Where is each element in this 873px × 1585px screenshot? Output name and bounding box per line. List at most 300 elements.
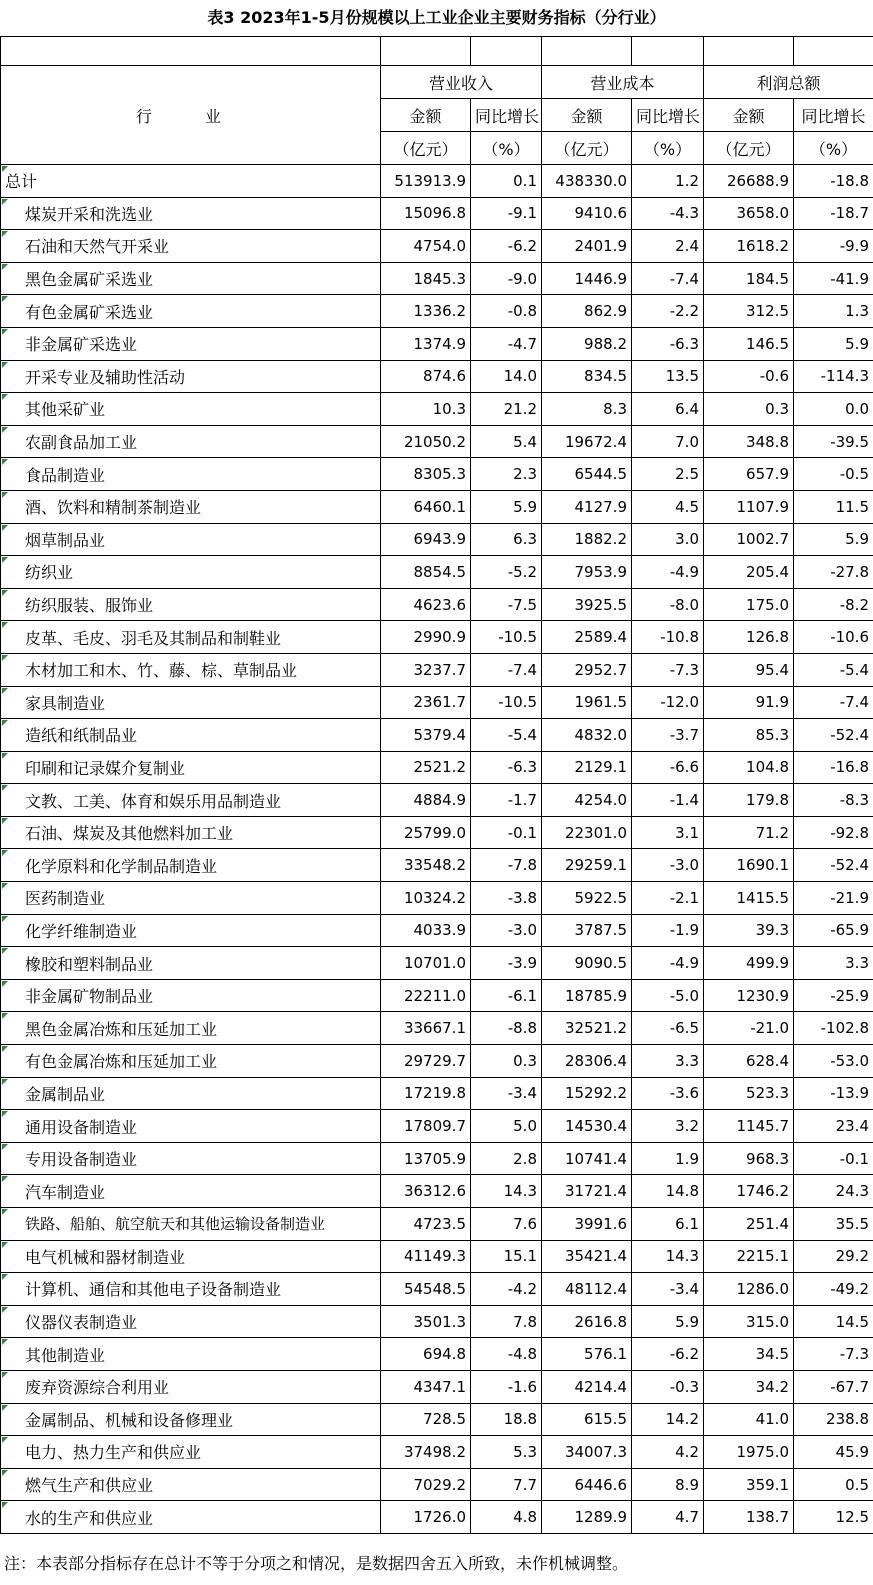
revenue-amount: 4033.9 — [381, 914, 471, 947]
table-row — [1, 1012, 873, 1045]
revenue-amount: 8854.5 — [381, 556, 471, 589]
profit-growth: -92.8 — [794, 816, 873, 849]
revenue-amount: 1374.9 — [381, 327, 471, 360]
industry-name: 有色金属矿采选业 — [1, 295, 381, 328]
cost-amount: 1446.9 — [542, 262, 632, 295]
revenue-growth: 2.3 — [471, 458, 542, 491]
growth-header: 同比增长 — [471, 99, 542, 132]
cost-amount: 988.2 — [542, 327, 632, 360]
profit-amount: 312.5 — [704, 295, 794, 328]
profit-amount: 348.8 — [704, 425, 794, 458]
cost-amount: 9090.5 — [542, 947, 632, 980]
revenue-growth: -7.4 — [471, 653, 542, 686]
cost-amount: 29259.1 — [542, 849, 632, 882]
profit-amount: 85.3 — [704, 719, 794, 752]
profit-growth: 23.4 — [794, 1110, 873, 1143]
total-row — [1, 165, 873, 198]
profit-amount: 175.0 — [704, 588, 794, 621]
profit-growth: -21.9 — [794, 882, 873, 915]
cost-growth: -3.6 — [632, 1077, 704, 1110]
profit-growth: -7.3 — [794, 1338, 873, 1371]
cost-growth: -6.3 — [632, 327, 704, 360]
cost-growth: 3.0 — [632, 523, 704, 556]
industry-name: 废弃资源综合利用业 — [1, 1370, 381, 1403]
revenue-growth: -7.8 — [471, 849, 542, 882]
industry-name: 文教、工美、体育和娱乐用品制造业 — [1, 784, 381, 817]
profit-amount: 499.9 — [704, 947, 794, 980]
revenue-growth: -6.1 — [471, 979, 542, 1012]
industry-name: 食品制造业 — [1, 458, 381, 491]
industry-name: 仪器仪表制造业 — [1, 1305, 381, 1338]
revenue-growth: -3.4 — [471, 1077, 542, 1110]
revenue-amount: 8305.3 — [381, 458, 471, 491]
profit-amount: 523.3 — [704, 1077, 794, 1110]
profit-growth: -5.4 — [794, 653, 873, 686]
cost-amount: 5922.5 — [542, 882, 632, 915]
industry-name: 其他采矿业 — [1, 393, 381, 426]
table-row — [1, 1403, 873, 1436]
revenue-amount: 13705.9 — [381, 1142, 471, 1175]
industry-name: 煤炭开采和洗选业 — [1, 197, 381, 230]
revenue-growth: -0.1 — [471, 816, 542, 849]
table-row — [1, 295, 873, 328]
profit-growth: -13.9 — [794, 1077, 873, 1110]
revenue-amount: 4347.1 — [381, 1370, 471, 1403]
profit-growth: -10.6 — [794, 621, 873, 654]
cost-growth: -12.0 — [632, 686, 704, 719]
revenue-growth: 15.1 — [471, 1240, 542, 1273]
revenue-growth: -4.7 — [471, 327, 542, 360]
cost-amount: 2589.4 — [542, 621, 632, 654]
table-row — [1, 1436, 873, 1469]
cost-growth: 2.4 — [632, 230, 704, 263]
table-row — [1, 588, 873, 621]
profit-amount: -21.0 — [704, 1012, 794, 1045]
revenue-amount: 10324.2 — [381, 882, 471, 915]
table-row — [1, 914, 873, 947]
profit-growth: -7.4 — [794, 686, 873, 719]
profit-growth: 11.5 — [794, 490, 873, 523]
cost-growth: -4.3 — [632, 197, 704, 230]
profit-growth: -18.8 — [794, 165, 873, 198]
revenue-growth: -0.8 — [471, 295, 542, 328]
table-row — [1, 686, 873, 719]
profit-growth: 14.5 — [794, 1305, 873, 1338]
cost-growth: 6.4 — [632, 393, 704, 426]
revenue-amount: 25799.0 — [381, 816, 471, 849]
cost-growth: -7.4 — [632, 262, 704, 295]
industry-name: 木材加工和木、竹、藤、棕、草制品业 — [1, 653, 381, 686]
industry-name: 通用设备制造业 — [1, 1110, 381, 1143]
profit-amount: 1618.2 — [704, 230, 794, 263]
cost-amount: 3991.6 — [542, 1208, 632, 1241]
revenue-amount: 1845.3 — [381, 262, 471, 295]
revenue-amount: 29729.7 — [381, 1045, 471, 1078]
revenue-amount: 3501.3 — [381, 1305, 471, 1338]
profit-amount: 2215.1 — [704, 1240, 794, 1273]
cost-growth: 2.5 — [632, 458, 704, 491]
profit-growth: -16.8 — [794, 751, 873, 784]
industry-name: 计算机、通信和其他电子设备制造业 — [1, 1273, 381, 1306]
profit-growth: -8.2 — [794, 588, 873, 621]
table-row — [1, 523, 873, 556]
profit-growth: 24.3 — [794, 1175, 873, 1208]
table-title: 表3 2023年1-5月份规模以上工业企业主要财务指标（分行业） — [207, 8, 666, 27]
cost-growth: -5.0 — [632, 979, 704, 1012]
revenue-growth: -9.1 — [471, 197, 542, 230]
profit-growth: 1.3 — [794, 295, 873, 328]
cost-amount: 34007.3 — [542, 1436, 632, 1469]
profit-growth: -52.4 — [794, 719, 873, 752]
revenue-amount: 6943.9 — [381, 523, 471, 556]
cost-growth: 1.2 — [632, 165, 704, 198]
table-row — [1, 1468, 873, 1501]
profit-amount: 1230.9 — [704, 979, 794, 1012]
cost-amount: 1882.2 — [542, 523, 632, 556]
table-row — [1, 882, 873, 915]
revenue-growth: 18.8 — [471, 1403, 542, 1436]
revenue-growth: -4.2 — [471, 1273, 542, 1306]
cost-amount: 19672.4 — [542, 425, 632, 458]
revenue-growth: -1.6 — [471, 1370, 542, 1403]
profit-growth: -41.9 — [794, 262, 873, 295]
table-row — [1, 1338, 873, 1371]
revenue-amount: 1336.2 — [381, 295, 471, 328]
revenue-amount: 694.8 — [381, 1338, 471, 1371]
cost-growth: 3.3 — [632, 1045, 704, 1078]
industry-name: 石油、煤炭及其他燃料加工业 — [1, 816, 381, 849]
profit-growth: -18.7 — [794, 197, 873, 230]
cost-amount: 18785.9 — [542, 979, 632, 1012]
table-row — [1, 458, 873, 491]
profit-amount: 41.0 — [704, 1403, 794, 1436]
cost-growth: -3.4 — [632, 1273, 704, 1306]
cost-amount: 576.1 — [542, 1338, 632, 1371]
cost-growth: 3.1 — [632, 816, 704, 849]
profit-amount: 628.4 — [704, 1045, 794, 1078]
table-row — [1, 849, 873, 882]
profit-growth: 5.9 — [794, 523, 873, 556]
profit-amount: 1145.7 — [704, 1110, 794, 1143]
revenue-amount: 41149.3 — [381, 1240, 471, 1273]
revenue-amount: 5379.4 — [381, 719, 471, 752]
cost-growth: -7.3 — [632, 653, 704, 686]
revenue-growth: 7.8 — [471, 1305, 542, 1338]
revenue-growth: 14.3 — [471, 1175, 542, 1208]
profit-amount: 315.0 — [704, 1305, 794, 1338]
header-group-row — [1, 66, 873, 99]
industry-name: 黑色金属冶炼和压延加工业 — [1, 1012, 381, 1045]
cost-amount: 4832.0 — [542, 719, 632, 752]
cost-growth: -6.5 — [632, 1012, 704, 1045]
cost-growth: -8.0 — [632, 588, 704, 621]
profit-growth: 0.0 — [794, 393, 873, 426]
cost-growth: 14.2 — [632, 1403, 704, 1436]
profit-growth: -25.9 — [794, 979, 873, 1012]
revenue-amount: 33667.1 — [381, 1012, 471, 1045]
industry-name: 纺织服装、服饰业 — [1, 588, 381, 621]
profit-growth: -27.8 — [794, 556, 873, 589]
industry-name: 纺织业 — [1, 556, 381, 589]
cost-amount: 2952.7 — [542, 653, 632, 686]
cost-amount: 22301.0 — [542, 816, 632, 849]
revenue-amount: 4723.5 — [381, 1208, 471, 1241]
cost-amount: 2616.8 — [542, 1305, 632, 1338]
table-row — [1, 816, 873, 849]
profit-amount: 26688.9 — [704, 165, 794, 198]
cost-growth: -1.9 — [632, 914, 704, 947]
revenue-amount: 4623.6 — [381, 588, 471, 621]
financial-indicators-table — [0, 36, 873, 1534]
industry-name: 造纸和纸制品业 — [1, 719, 381, 752]
profit-amount: 968.3 — [704, 1142, 794, 1175]
revenue-amount: 54548.5 — [381, 1273, 471, 1306]
profit-growth: 12.5 — [794, 1501, 873, 1534]
revenue-amount: 874.6 — [381, 360, 471, 393]
profit-growth: -39.5 — [794, 425, 873, 458]
growth-unit: （%） — [632, 132, 704, 165]
profit-growth: 3.3 — [794, 947, 873, 980]
cost-amount: 48112.4 — [542, 1273, 632, 1306]
revenue-amount: 21050.2 — [381, 425, 471, 458]
table-row — [1, 1175, 873, 1208]
profit-amount: 1690.1 — [704, 849, 794, 882]
table-row — [1, 1305, 873, 1338]
profit-amount: 179.8 — [704, 784, 794, 817]
profit-amount: 104.8 — [704, 751, 794, 784]
profit-amount: 1415.5 — [704, 882, 794, 915]
profit-amount: 126.8 — [704, 621, 794, 654]
revenue-amount: 22211.0 — [381, 979, 471, 1012]
cost-amount: 6544.5 — [542, 458, 632, 491]
revenue-amount: 2990.9 — [381, 621, 471, 654]
table-row — [1, 653, 873, 686]
revenue-growth: 5.3 — [471, 1436, 542, 1469]
profit-amount: 1107.9 — [704, 490, 794, 523]
industry-name: 皮革、毛皮、羽毛及其制品和制鞋业 — [1, 621, 381, 654]
industry-name: 烟草制品业 — [1, 523, 381, 556]
revenue-growth: -1.7 — [471, 784, 542, 817]
growth-unit: （%） — [471, 132, 542, 165]
cost-amount: 35421.4 — [542, 1240, 632, 1273]
profit-amount: 0.3 — [704, 393, 794, 426]
profit-growth: -8.3 — [794, 784, 873, 817]
cost-amount: 1961.5 — [542, 686, 632, 719]
growth-unit: （%） — [794, 132, 873, 165]
table-row — [1, 425, 873, 458]
amount-header: 金额 — [704, 99, 794, 132]
revenue-growth: -6.2 — [471, 230, 542, 263]
profit-amount: 39.3 — [704, 914, 794, 947]
profit-amount: 251.4 — [704, 1208, 794, 1241]
industry-header: 行 业 — [1, 66, 381, 165]
industry-name: 有色金属冶炼和压延加工业 — [1, 1045, 381, 1078]
industry-name: 燃气生产和供应业 — [1, 1468, 381, 1501]
industry-name: 总计 — [1, 165, 381, 198]
cost-amount: 6446.6 — [542, 1468, 632, 1501]
profit-amount: 95.4 — [704, 653, 794, 686]
table-row — [1, 1077, 873, 1110]
cost-amount: 4127.9 — [542, 490, 632, 523]
profit-growth: 45.9 — [794, 1436, 873, 1469]
revenue-amount: 10701.0 — [381, 947, 471, 980]
cost-growth: 1.9 — [632, 1142, 704, 1175]
cost-growth: -1.4 — [632, 784, 704, 817]
cost-amount: 32521.2 — [542, 1012, 632, 1045]
cost-growth: 7.0 — [632, 425, 704, 458]
revenue-growth: -8.8 — [471, 1012, 542, 1045]
industry-name: 家具制造业 — [1, 686, 381, 719]
profit-growth: -65.9 — [794, 914, 873, 947]
revenue-growth: -7.5 — [471, 588, 542, 621]
industry-name: 铁路、船舶、航空航天和其他运输设备制造业 — [1, 1208, 381, 1241]
revenue-growth: -9.0 — [471, 262, 542, 295]
cost-growth: -0.3 — [632, 1370, 704, 1403]
revenue-growth: -3.9 — [471, 947, 542, 980]
cost-amount: 7953.9 — [542, 556, 632, 589]
revenue-growth: -4.8 — [471, 1338, 542, 1371]
revenue-growth: 5.9 — [471, 490, 542, 523]
revenue-growth: 2.8 — [471, 1142, 542, 1175]
profit-growth: 29.2 — [794, 1240, 873, 1273]
industry-name: 橡胶和塑料制品业 — [1, 947, 381, 980]
revenue-amount: 2361.7 — [381, 686, 471, 719]
table-row — [1, 197, 873, 230]
cost-growth: -6.2 — [632, 1338, 704, 1371]
profit-growth: -67.7 — [794, 1370, 873, 1403]
cost-growth: 3.2 — [632, 1110, 704, 1143]
industry-name: 化学原料和化学制品制造业 — [1, 849, 381, 882]
industry-name: 金属制品、机械和设备修理业 — [1, 1403, 381, 1436]
table-body — [1, 165, 873, 1534]
profit-header: 利润总额 — [704, 66, 873, 99]
cost-growth: 4.5 — [632, 490, 704, 523]
cost-amount: 15292.2 — [542, 1077, 632, 1110]
cost-amount: 14530.4 — [542, 1110, 632, 1143]
table-row — [1, 1110, 873, 1143]
cost-growth: 14.8 — [632, 1175, 704, 1208]
profit-amount: -0.6 — [704, 360, 794, 393]
cost-amount: 3925.5 — [542, 588, 632, 621]
cost-growth: 6.1 — [632, 1208, 704, 1241]
cost-amount: 9410.6 — [542, 197, 632, 230]
profit-growth: 5.9 — [794, 327, 873, 360]
revenue-growth: -6.3 — [471, 751, 542, 784]
cost-growth: -3.7 — [632, 719, 704, 752]
profit-amount: 184.5 — [704, 262, 794, 295]
amount-header: 金额 — [381, 99, 471, 132]
revenue-growth: 6.3 — [471, 523, 542, 556]
cost-amount: 2401.9 — [542, 230, 632, 263]
revenue-growth: 14.0 — [471, 360, 542, 393]
cost-amount: 862.9 — [542, 295, 632, 328]
cost-amount: 2129.1 — [542, 751, 632, 784]
industry-name: 电气机械和器材制造业 — [1, 1240, 381, 1273]
cost-amount: 3787.5 — [542, 914, 632, 947]
profit-amount: 1002.7 — [704, 523, 794, 556]
table-row — [1, 490, 873, 523]
profit-amount: 1286.0 — [704, 1273, 794, 1306]
industry-name: 其他制造业 — [1, 1338, 381, 1371]
profit-growth: -53.0 — [794, 1045, 873, 1078]
revenue-amount: 7029.2 — [381, 1468, 471, 1501]
cost-growth: 14.3 — [632, 1240, 704, 1273]
footnote: 注：本表部分指标存在总计不等于分项之和情况，是数据四舍五入所致，未作机械调整。 — [4, 1554, 629, 1573]
revenue-growth: -3.8 — [471, 882, 542, 915]
industry-name: 酒、饮料和精制茶制造业 — [1, 490, 381, 523]
cost-amount: 1289.9 — [542, 1501, 632, 1534]
revenue-amount: 33548.2 — [381, 849, 471, 882]
table-row — [1, 1501, 873, 1534]
table-row — [1, 719, 873, 752]
revenue-amount: 36312.6 — [381, 1175, 471, 1208]
table-row — [1, 1370, 873, 1403]
profit-amount: 71.2 — [704, 816, 794, 849]
table-row — [1, 751, 873, 784]
profit-amount: 34.2 — [704, 1370, 794, 1403]
cost-growth: 4.2 — [632, 1436, 704, 1469]
cost-amount: 438330.0 — [542, 165, 632, 198]
cost-amount: 615.5 — [542, 1403, 632, 1436]
table-row — [1, 327, 873, 360]
cost-amount: 31721.4 — [542, 1175, 632, 1208]
revenue-growth: -5.2 — [471, 556, 542, 589]
profit-amount: 1746.2 — [704, 1175, 794, 1208]
cost-amount: 28306.4 — [542, 1045, 632, 1078]
table-row — [1, 360, 873, 393]
profit-amount: 138.7 — [704, 1501, 794, 1534]
revenue-growth: -3.0 — [471, 914, 542, 947]
table-row — [1, 230, 873, 263]
profit-growth: 35.5 — [794, 1208, 873, 1241]
revenue-amount: 17219.8 — [381, 1077, 471, 1110]
industry-name: 非金属矿采选业 — [1, 327, 381, 360]
revenue-growth: 0.1 — [471, 165, 542, 198]
revenue-growth: 0.3 — [471, 1045, 542, 1078]
industry-name: 石油和天然气开采业 — [1, 230, 381, 263]
revenue-amount: 513913.9 — [381, 165, 471, 198]
revenue-amount: 2521.2 — [381, 751, 471, 784]
profit-amount: 3658.0 — [704, 197, 794, 230]
blank-row — [1, 37, 873, 66]
industry-name: 医药制造业 — [1, 882, 381, 915]
revenue-amount: 728.5 — [381, 1403, 471, 1436]
profit-growth: -0.1 — [794, 1142, 873, 1175]
table-row — [1, 1045, 873, 1078]
growth-header: 同比增长 — [794, 99, 873, 132]
revenue-growth: 4.8 — [471, 1501, 542, 1534]
revenue-growth: 7.6 — [471, 1208, 542, 1241]
table-row — [1, 1208, 873, 1241]
industry-name: 开采专业及辅助性活动 — [1, 360, 381, 393]
cost-growth: -6.6 — [632, 751, 704, 784]
revenue-growth: -10.5 — [471, 686, 542, 719]
industry-name: 黑色金属矿采选业 — [1, 262, 381, 295]
amount-unit: （亿元） — [542, 132, 632, 165]
cost-growth: 4.7 — [632, 1501, 704, 1534]
industry-name: 金属制品业 — [1, 1077, 381, 1110]
cost-growth: -2.1 — [632, 882, 704, 915]
table-row — [1, 784, 873, 817]
revenue-growth: -10.5 — [471, 621, 542, 654]
cost-amount: 834.5 — [542, 360, 632, 393]
cost-growth: 5.9 — [632, 1305, 704, 1338]
profit-amount: 359.1 — [704, 1468, 794, 1501]
table-row — [1, 1240, 873, 1273]
profit-amount: 657.9 — [704, 458, 794, 491]
revenue-growth: 7.7 — [471, 1468, 542, 1501]
table-row — [1, 1142, 873, 1175]
